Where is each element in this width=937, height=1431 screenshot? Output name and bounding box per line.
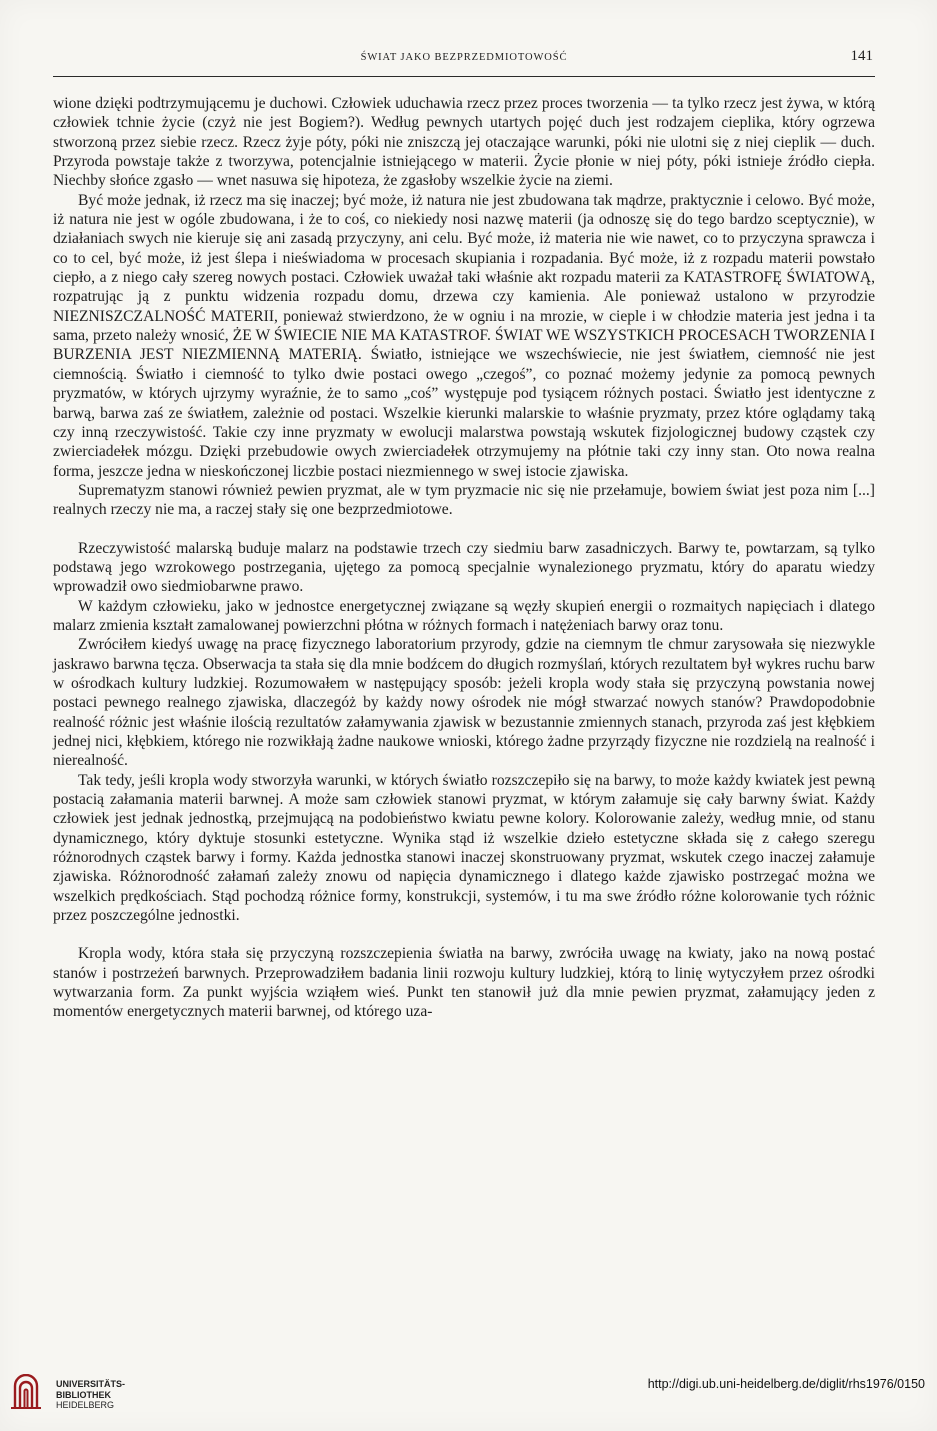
library-name-line: HEIDELBERG bbox=[56, 1400, 115, 1410]
paragraph: Kropla wody, która stała się przyczyną rozszczepienia światła na barwy, zwróciła uwagę na kwiaty, jako na nową postać stanów i postrzeżeń barwnych. Przeprowadziłem badania linii rozwoju kultury ludzkiej, którą to linię wytyczyłem przez ośrodki wytwarzania form. Za punkt wyjścia wziąłem wieś. Punkt ten stanowił już dla mnie pewien pryzmat, załamujący jeden z momentów energetycznych materii barwnej, od którego uza- bbox=[53, 945, 875, 1021]
source-url-link[interactable]: http://digi.ub.uni-heidelberg.de/diglit/rhs1976/0150 bbox=[647, 1377, 925, 1391]
paragraph: wione dzięki podtrzymującemu je duchowi. Człowiek uduchawia rzecz przez proces tworzenia — ta tylko rzecz jest żywa, w którą człowiek tchnie życie (czyż nie jest Bogiem?). Według pewnych utartych pojęć duch jest rodzajem cieplika, który ogrzewa stworzoną przez siebie rzecz. Rzecz żyje póty, póki nie zniszczą jej otaczające warunki, póki nie ulotni się z niej cieplik — duch. Przyroda powstaje także z tworzywa, potencjalnie istniejącego w materii. Życie płonie w niej póty, póki istnieje źródło ciepła. Niechby słońce zgasło — wnet nasuwa się hipoteza, że zgasłoby wszelkie życie na ziemi. bbox=[53, 95, 875, 190]
page-number: 141 bbox=[850, 48, 873, 64]
paragraph: Zwróciłem kiedyś uwagę na pracę fizycznego laboratorium przyrody, gdzie na ciemnym tle chmur zarysowała się niezwykle jaskrawo barwna tęcza. Obserwacja ta stała się dla mnie bodźcem do długich rozmyślań, których rezultatem był wykres ruchu barw w ośrodkach kultury ludzkiej. Rozumowałem w następujący sposób: jeżeli kropla wody stała się przyczyną powstania nowej postaci pewnego realnego zjawiska, dlaczegóż by każdy nowy ośrodek nie mógł stwarzać nowych stanów? Prawdopodobnie realność różnic jest właśnie ilością rezultatów załamywania zjawisk w bezustannie zmiennych stanach, przyroda zaś jest kłębkiem jednej nici, kłębkiem, którego nie rozwikłają żadne naukowe wnioski, którego żadne przyrządy fizyczne nie rozdzielą na realność i nierealność. bbox=[53, 636, 875, 770]
library-name-line: UNIVERSITÄTS- bbox=[56, 1379, 126, 1389]
heidelberg-library-logo-icon[interactable] bbox=[9, 1374, 43, 1410]
page-header bbox=[53, 46, 875, 77]
page-footer bbox=[0, 1360, 937, 1431]
library-name bbox=[56, 1379, 125, 1411]
paragraph: Tak tedy, jeśli kropla wody stworzyła warunki, w których światło rozszczepiło się na barwy, to może każdy kwiatek jest pewną postacią załamania materii barwnej. A może sam człowiek stanowi pryzmat, w którym załamuje się cały barwny świat. Każdy człowiek jest jednak jednostką, przejmującą na podobieństwo kwiatu pewne kolory. Kolorowanie zależy, według mnie, od stanu dynamicznego, który dyktuje stosunki estetyczne. Wynika stąd iż wszelkie dzieło estetyczne składa się z całego szeregu różnorodnych cząstek barwy i formy. Każda jednostka stanowi inaczej skonstruowany pryzmat, wskutek czego inaczej załamuje zjawiska. Różnorodność załamań zależy znowu od napięcia dynamicznego i dlatego każde zjawisko postrzegać można we wszelkich prędkościach. Stąd pochodzą różnice formy, konstrukcji, systemów, i tu ma swe źródło różne kolorowanie tych różnic przez poszczególne jednostki. bbox=[53, 771, 875, 925]
library-name-line: BIBLIOTHEK bbox=[56, 1389, 111, 1400]
running-title: ŚWIAT JAKO BEZPRZEDMIOTOWOŚĆ bbox=[360, 52, 568, 63]
paragraph: Rzeczywistość malarską buduje malarz na podstawie trzech czy siedmiu barw zasadniczych. Barwy te, powtarzam, są tylko podstawą jego wzrokowego postrzegania, ujętego za pomocą specjalnie wynalezionego pryzmatu, który do aparatu wiedzy wprowadził owo siedmiobarwne prawo. bbox=[53, 539, 875, 596]
paragraph: Być może jednak, iż rzecz ma się inaczej; być może, iż natura nie jest zbudowana tak mądrze, praktycznie i celowo. Być może, iż natura nie jest w ogóle zbudowana, i że to coś, co niekiedy nosi nazwę materii (ja odnoszę się do tego bardzo sceptycznie), w działaniach swych nie kieruje się ani zasadą przyczyny, ani celu. Być może, iż materia nie wie nawet, co to przyczyna sprawcza i co to cel, być może, iż jest ślepa i nieświadoma w procesach skupiania i rozpadania. Być może, iż z rozpadu materii powstało ciepło, a z niego cały szereg nowych postaci. Człowiek uważał taki właśnie akt rozpadu materii za KATASTROFĘ ŚWIATOWĄ, rozpatrując ją z punktu widzenia rozpadu domu, drzewa czy kamienia. Ale ponieważ ustalono w przyrodzie NIEZNISZCZALNOŚĆ MATERII, ponieważ stwierdzono, że w ogniu i na mrozie, w cieple i w chłodzie materia jest jedna i ta sama, przeto należy wnosić, ŻE W ŚWIECIE NIE MA KATASTROF. ŚWIAT WE WSZYSTKICH PROCESACH TWORZENIA I BURZENIA JEST NIEZMIENNĄ MATERIĄ. Światło, istniejące we wszechświecie, nie jest światłem, ciemność nie jest ciemnością. Światło i ciemność to tylko dwie postaci owego „czegoś”, co poznać możemy jedynie za pomocą pewnych pryzmatów, w których ujrzymy wyraźnie, że to samo „coś” występuje pod tysiącem różnych postaci. Światło jest identyczne z barwą, barwa zaś ze światłem, zależnie od postaci. Wszelkie kierunki malarskie to właśnie pryzmaty, przez które oglądamy taką czy inną rzeczywistość. Takie czy inne pryzmaty w ewolucji malarstwa powstają wskutek fizjologicznej budowy cząstek czy zwierciadełek mózgu. Dzięki przebudowie owych zwierciadełek otrzymujemy na płótnie taki czy inny stan. Oto nowa realna forma, jeszcze jedna w nieskończonej liczbie postaci niezmiennego w swej istocie zjawiska. bbox=[53, 191, 875, 480]
paragraph: Suprematyzm stanowi również pewien pryzmat, ale w tym pryzmacie nic się nie przełamuje, bowiem świat jest poza nim [...] realnych rzeczy nie ma, a raczej stały się one bezprzedmiotowe. bbox=[53, 481, 875, 519]
body-text bbox=[53, 94, 875, 1022]
paragraph: W każdym człowieku, jako w jednostce energetycznej związane są węzły skupień energii o rozmaitych napięciach i dlatego malarz zmienia kształt zamalowanej powierzchni płótna w różnych formach i natężeniach barwy oraz tonu. bbox=[53, 597, 875, 634]
